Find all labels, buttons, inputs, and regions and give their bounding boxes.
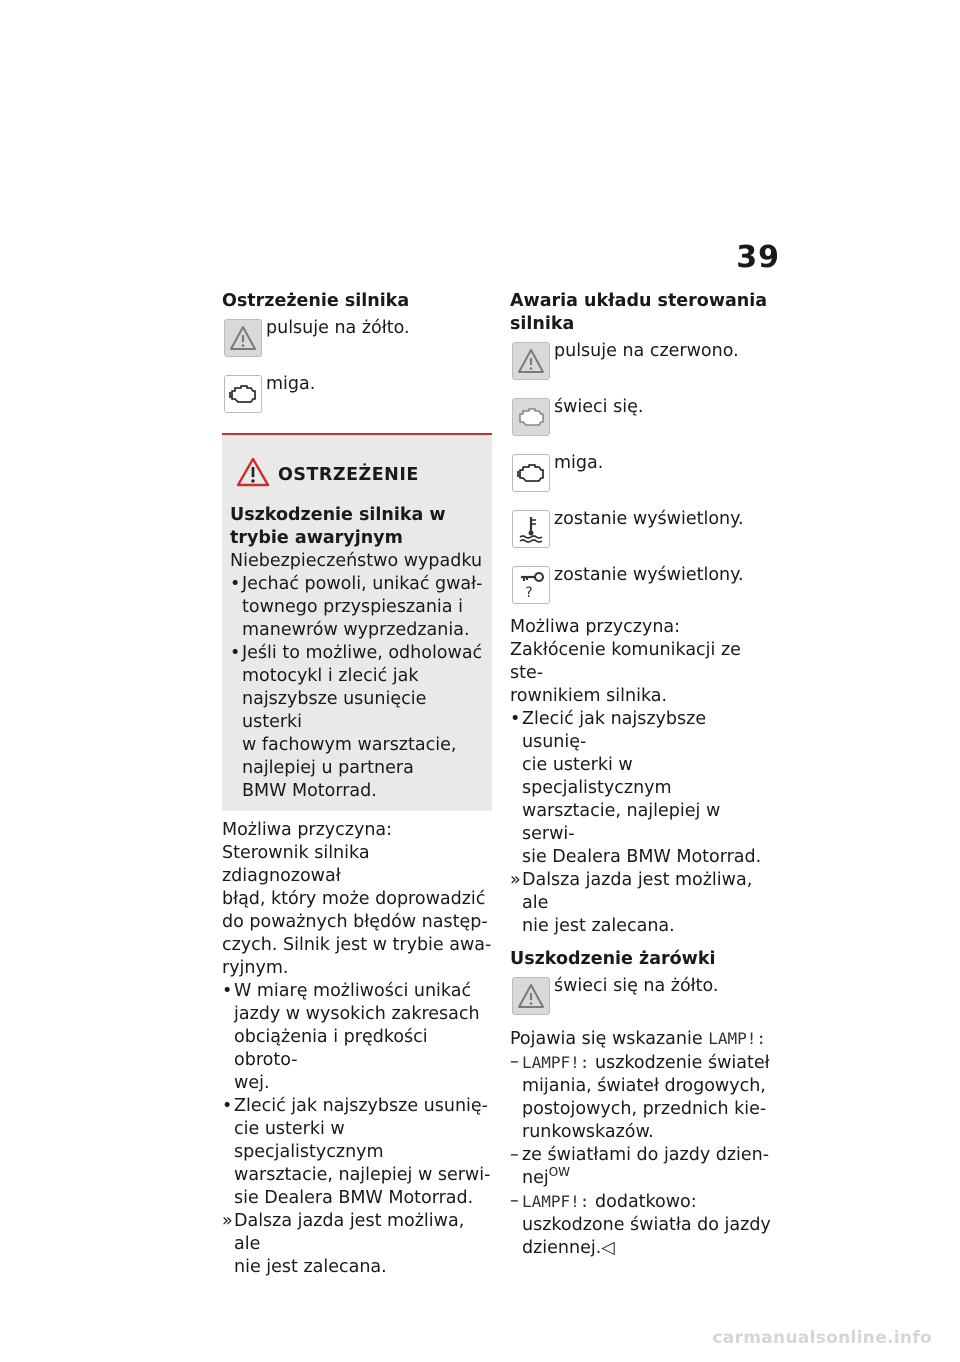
display-intro: Pojawia się wskazanie LAMP!: <box>510 1029 766 1049</box>
action-bullet: • W miarę możliwości unikać jazdy w wysokich zakresach obciążenia i prędkości obroto- wej. <box>222 981 480 1093</box>
indicator-text: miga. <box>266 374 316 394</box>
footnote-superscript: OW <box>548 1165 571 1180</box>
coolant-temperature-icon <box>512 510 550 548</box>
warning-triangle-icon <box>512 342 550 380</box>
dash-item: – ze światłami do jazdy dzien- nej$^{OW}$ <box>510 1145 770 1188</box>
dash-item: – LAMPF!: dodatkowo: uszkodzone światła do jazdy dziennej.◁ <box>510 1191 771 1258</box>
result-marker: » <box>222 1211 233 1231</box>
warning-subtitle: Uszkodzenie silnika w trybie awaryjnym <box>230 505 446 548</box>
warning-triangle-icon <box>512 977 550 1015</box>
action-bullet: • Zlecić jak najszybsze usunię- cie usterki w specjalistycznym warsztacie, najlepiej w serwi- sie Dealera BMW Motorrad. <box>510 709 762 867</box>
warning-title-row <box>230 457 484 494</box>
watermark-footer: carmanualsonline.info <box>712 1328 932 1348</box>
warning-title: OSTRZEŻENIE <box>278 465 419 485</box>
indicator-text: świeci się na żółto. <box>554 976 719 996</box>
bullet-marker: • <box>230 574 241 594</box>
key-question-icon <box>512 566 550 604</box>
bullet-marker: • <box>222 981 233 1001</box>
result-item: » Dalsza jazda jest możliwa, ale nie jest zalecana. <box>510 870 753 936</box>
section-heading-engine-warning: Ostrzeżenie silnika <box>222 291 410 311</box>
indicator-row-warning <box>222 317 492 369</box>
indicator-row-engine <box>222 373 492 425</box>
result-marker: » <box>510 870 521 890</box>
engine-outline-icon <box>512 454 550 492</box>
warning-bullet: • Jechać powoli, unikać gwał- townego przyspieszania i manewrów wyprzedzania. <box>230 574 483 640</box>
cause-label: Możliwa przyczyna: <box>222 820 393 840</box>
dash-marker: – <box>510 1145 519 1165</box>
indicator-row-engine-outline <box>510 452 775 504</box>
dash-item: – LAMPF!: uszkodzenie świateł mijania, świateł drogowych, postojowych, przednich kie- runkowskazów. <box>510 1052 770 1142</box>
dash-marker: – <box>510 1052 519 1072</box>
end-of-section-icon: ◁ <box>601 1238 615 1258</box>
warning-bullet: • Jeśli to możliwe, odholować motocykl i zlecić jak najszybsze usunięcie usterki w fachowym warsztacie, najlepiej u partnera BMW Motorrad. <box>230 643 483 801</box>
left-column <box>222 290 492 1279</box>
indicator-text: pulsuje na żółto. <box>266 318 410 338</box>
cause-text: Zakłócenie komunikacji ze ste- rownikiem silnika. <box>510 640 741 706</box>
warning-triangle-icon <box>224 319 262 357</box>
page-number: 39 <box>736 240 780 275</box>
indicator-row-bulb-warning <box>510 975 775 1027</box>
cause-text: Sterownik silnika zdiagnozował błąd, który może doprowadzić do poważnych błędów następ- czych. Silnik jest w trybie awa- ryjnym. <box>222 843 492 978</box>
svg-text:?: ? <box>525 585 533 600</box>
bullet-marker: • <box>510 709 521 729</box>
display-code: LAMPF!: <box>522 1192 590 1211</box>
bullet-marker: • <box>230 643 241 663</box>
right-column <box>510 290 775 1260</box>
indicator-row-engine-solid <box>510 396 775 448</box>
warning-sign-icon <box>236 457 270 494</box>
action-bullet: • Zlecić jak najszybsze usunię- cie usterki w specjalistycznym warsztacie, najlepiej w serwi- sie Dealera BMW Motorrad. <box>222 1096 491 1208</box>
warning-box <box>222 433 492 811</box>
indicator-row-warning <box>510 340 775 392</box>
result-item: » Dalsza jazda jest możliwa, ale nie jest zalecana. <box>222 1211 465 1277</box>
dash-marker: – <box>510 1191 519 1211</box>
section-heading-bulb-failure: Uszkodzenie żarówki <box>510 949 716 969</box>
display-code: LAMPF!: <box>522 1053 590 1072</box>
indicator-text: zostanie wyświetlony. <box>554 509 744 529</box>
indicator-text: miga. <box>554 453 604 473</box>
indicator-text: świeci się. <box>554 397 644 417</box>
indicator-row-coolant <box>510 508 775 560</box>
section-heading-engine-control: Awaria układu sterowania silnika <box>510 291 768 334</box>
display-code: LAMP!: <box>708 1029 766 1048</box>
indicator-text: pulsuje na czerwono. <box>554 341 739 361</box>
engine-outline-icon <box>224 375 262 413</box>
engine-icon <box>512 398 550 436</box>
cause-label: Możliwa przyczyna: <box>510 617 681 637</box>
warning-danger: Niebezpieczeństwo wypadku <box>230 551 483 571</box>
indicator-row-key <box>510 564 775 616</box>
indicator-text: zostanie wyświetlony. <box>554 565 744 585</box>
bullet-marker: • <box>222 1096 233 1116</box>
